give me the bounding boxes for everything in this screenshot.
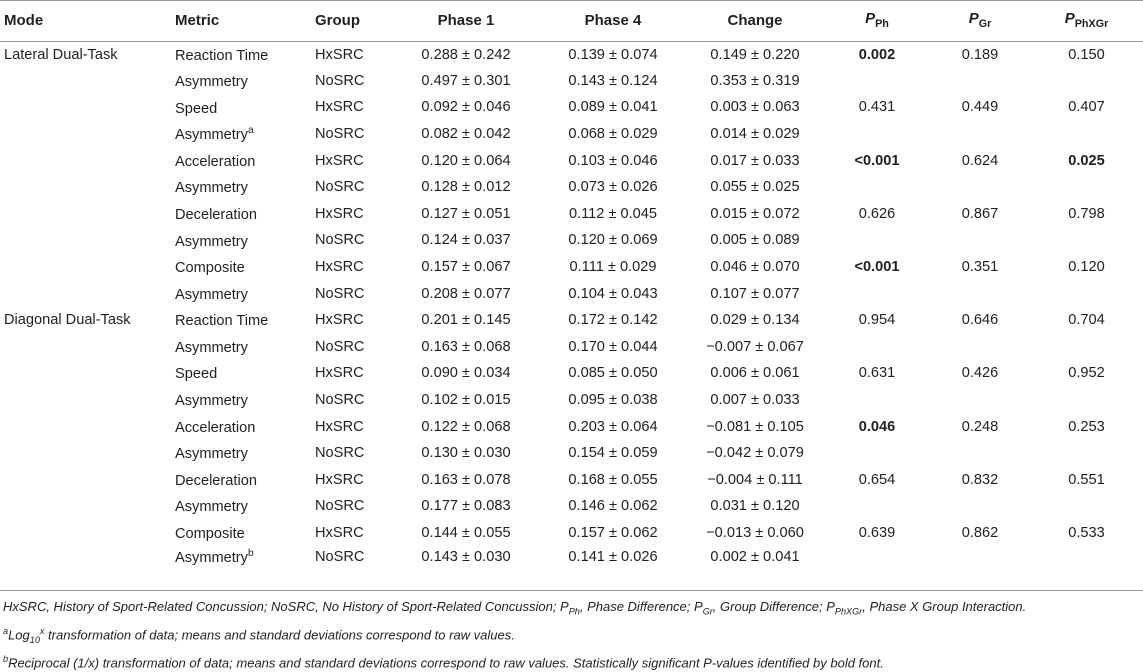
cell-p-gr: 0.832 [961,471,999,488]
cell-metric: Acceleration [175,153,256,170]
cell-change: 0.014 ± 0.029 [710,126,800,143]
cell-phase1: 0.144 ± 0.055 [421,524,511,541]
cell-p-ph: 0.046 [858,418,896,435]
cell-p-phxgr [1030,334,1143,361]
cell-change: 0.007 ± 0.033 [710,392,800,409]
cell-p-gr [930,440,1030,467]
table-row [0,41,1143,68]
header-change: Change [686,0,824,41]
cell-phase4: 0.172 ± 0.142 [568,312,658,329]
footnote-marker: b [247,547,254,559]
cell-p-ph: 0.654 [858,471,896,488]
cell-p-gr: 0.862 [961,524,999,541]
table-row [0,387,1143,414]
cell-change: 0.031 ± 0.120 [710,498,800,515]
cell-p-phxgr: 0.798 [1068,205,1105,222]
cell-metric: Asymmetry [175,286,248,303]
cell-phase1: 0.497 ± 0.301 [421,72,511,89]
cell-metric: Speed [175,100,218,117]
cell-p-phxgr [1030,387,1143,414]
cell-metric: Acceleration [175,419,256,436]
cell-mode: Diagonal Dual-Task [4,312,131,329]
table-bottom-rule [0,590,1143,591]
cell-phase4: 0.143 ± 0.124 [568,72,658,89]
cell-change: 0.149 ± 0.220 [710,46,800,63]
table-row [0,413,1143,440]
cell-group: NoSRC [315,498,365,515]
cell-phase4: 0.120 ± 0.069 [568,232,658,249]
cell-group: NoSRC [315,232,365,249]
cell-phase4: 0.139 ± 0.074 [568,46,658,63]
cell-metric: Asymmetry [175,180,248,197]
cell-mode [0,94,172,121]
cell-phase1: 0.082 ± 0.042 [421,126,511,143]
header-group: Group [312,0,392,41]
cell-p-phxgr: 0.704 [1068,312,1105,329]
cell-phase1: 0.157 ± 0.067 [421,259,511,276]
cell-mode [0,387,172,414]
cell-mode [0,360,172,387]
cell-p-phxgr [1030,493,1143,520]
header-p-ph: $P_{Ph}$ [824,0,930,41]
cell-p-gr: 0.248 [961,418,999,435]
cell-change: −0.042 ± 0.079 [706,445,804,462]
cell-change: 0.107 ± 0.077 [710,285,800,302]
cell-phase1: 0.128 ± 0.012 [421,179,511,196]
cell-p-ph: 0.639 [858,524,896,541]
cell-change: 0.046 ± 0.070 [710,259,800,276]
cell-p-ph [824,227,930,254]
cell-change: 0.015 ± 0.072 [710,205,800,222]
cell-group: HxSRC [315,152,364,169]
cell-metric: Asymmetry [175,392,248,409]
cell-phase1: 0.163 ± 0.078 [421,471,511,488]
cell-p-ph [824,546,930,573]
cell-change: 0.353 ± 0.319 [710,72,800,89]
table-row [0,360,1143,387]
cell-phase1: 0.124 ± 0.037 [421,232,511,249]
cell-p-phxgr [1030,440,1143,467]
cell-phase1: 0.143 ± 0.030 [421,548,511,565]
cell-phase1: 0.130 ± 0.030 [421,445,511,462]
cell-change: 0.055 ± 0.025 [710,179,800,196]
table-row [0,147,1143,174]
cell-p-phxgr: 0.025 [1068,152,1105,169]
cell-group: NoSRC [315,285,365,302]
cell-phase1: 0.288 ± 0.242 [421,46,511,63]
cell-mode [0,227,172,254]
cell-p-ph: <0.001 [854,152,900,169]
cell-p-gr [930,280,1030,307]
cell-p-ph [824,280,930,307]
cell-p-ph [824,121,930,148]
cell-change: 0.029 ± 0.134 [710,312,800,329]
cell-group: HxSRC [315,471,364,488]
footnote-marker: a [247,125,254,137]
footnote-b: $^b$Reciprocal (1/x) transformation of data; means and standard deviations correspond to raw values. Statistically significant P-values identified by bold font. [3,653,884,670]
cell-group: HxSRC [315,418,364,435]
cell-phase1: 0.120 ± 0.064 [421,152,511,169]
table-row [0,307,1143,334]
cell-p-phxgr [1030,227,1143,254]
cell-change: −0.004 ± 0.111 [707,471,803,488]
cell-p-gr: 0.351 [961,259,999,276]
cell-p-ph: <0.001 [854,259,900,276]
cell-group: HxSRC [315,259,364,276]
cell-group: HxSRC [315,365,364,382]
cell-metric: Asymmetry$^b$ [175,547,254,566]
cell-p-phxgr: 0.551 [1068,471,1105,488]
cell-change: −0.081 ± 0.105 [706,418,804,435]
cell-change: −0.007 ± 0.067 [706,338,804,355]
cell-mode [0,174,172,201]
cell-metric: Speed [175,366,218,383]
cell-change: 0.005 ± 0.089 [710,232,800,249]
cell-mode [0,467,172,494]
cell-group: NoSRC [315,179,365,196]
cell-change: 0.003 ± 0.063 [710,99,800,116]
cell-mode [0,413,172,440]
header-mode: Mode [0,0,172,41]
cell-phase4: 0.168 ± 0.055 [568,471,658,488]
cell-metric: Reaction Time [175,313,269,330]
cell-p-gr [930,121,1030,148]
cell-phase1: 0.201 ± 0.145 [421,312,511,329]
cell-group: NoSRC [315,392,365,409]
cell-mode [0,520,172,547]
header-metric: Metric [172,0,312,41]
cell-group: NoSRC [315,72,365,89]
cell-phase4: 0.146 ± 0.062 [568,498,658,515]
cell-p-phxgr [1030,68,1143,95]
cell-p-ph [824,440,930,467]
cell-change: 0.006 ± 0.061 [710,365,800,382]
header-phase1: Phase 1 [392,0,540,41]
cell-phase4: 0.085 ± 0.050 [568,365,658,382]
footnote-abbreviations: HxSRC, History of Sport-Related Concussion; NoSRC, No History of Sport-Related Concussion; $P_{Ph}$, Phase Difference; $P_{Gr}$, Group Difference; $P_{PhXGr}$, Phase X Group Interaction. [3,599,1027,617]
cell-metric: Deceleration [175,472,257,489]
cell-group: HxSRC [315,524,364,541]
cell-p-ph: 0.002 [858,46,896,63]
cell-p-phxgr: 0.150 [1068,46,1105,63]
cell-p-ph [824,68,930,95]
cell-phase4: 0.068 ± 0.029 [568,126,658,143]
cell-phase4: 0.203 ± 0.064 [568,418,658,435]
cell-p-gr [930,334,1030,361]
cell-mode [0,201,172,228]
cell-metric: Asymmetry [175,233,248,250]
cell-p-ph [824,174,930,201]
cell-p-ph: 0.431 [858,99,896,116]
cell-mode [0,546,172,573]
cell-p-gr: 0.624 [961,152,999,169]
cell-phase4: 0.157 ± 0.062 [568,524,658,541]
cell-phase1: 0.127 ± 0.051 [421,205,511,222]
cell-p-phxgr: 0.407 [1068,99,1105,116]
cell-mode [0,440,172,467]
cell-p-ph [824,387,930,414]
cell-phase4: 0.154 ± 0.059 [568,445,658,462]
header-phase4: Phase 4 [540,0,686,41]
cell-p-phxgr [1030,174,1143,201]
cell-p-gr: 0.646 [961,312,999,329]
table-row [0,520,1143,547]
cell-p-ph [824,493,930,520]
cell-p-gr [930,68,1030,95]
cell-metric: Asymmetry [175,499,248,516]
cell-phase1: 0.092 ± 0.046 [421,99,511,116]
table-row [0,546,1143,573]
cell-phase4: 0.103 ± 0.046 [568,152,658,169]
cell-change: 0.002 ± 0.041 [710,548,800,565]
cell-p-gr: 0.449 [961,99,999,116]
cell-p-gr [930,493,1030,520]
header-p-phxgr: $P_{PhXGr}$ [1030,0,1143,41]
cell-p-ph: 0.954 [858,312,896,329]
cell-phase4: 0.095 ± 0.038 [568,392,658,409]
cell-group: HxSRC [315,46,364,63]
table-body [0,41,1143,573]
cell-p-ph: 0.631 [858,365,896,382]
cell-mode [0,121,172,148]
cell-group: NoSRC [315,338,365,355]
cell-group: HxSRC [315,312,364,329]
cell-p-phxgr [1030,121,1143,148]
cell-p-phxgr: 0.253 [1068,418,1105,435]
cell-p-gr: 0.189 [961,46,999,63]
cell-phase4: 0.170 ± 0.044 [568,338,658,355]
cell-phase4: 0.104 ± 0.043 [568,285,658,302]
cell-mode [0,147,172,174]
cell-p-gr: 0.426 [961,365,999,382]
cell-change: −0.013 ± 0.060 [706,524,804,541]
table-row [0,280,1143,307]
cell-metric: Composite [175,259,245,276]
cell-group: NoSRC [315,126,365,143]
table-row [0,94,1143,121]
cell-p-gr: 0.867 [961,205,999,222]
cell-phase4: 0.141 ± 0.026 [568,548,658,565]
cell-group: NoSRC [315,445,365,462]
table-row [0,227,1143,254]
cell-p-phxgr [1030,280,1143,307]
cell-metric: Composite [175,525,245,542]
cell-p-phxgr: 0.952 [1068,365,1105,382]
table-row [0,467,1143,494]
cell-p-gr [930,546,1030,573]
cell-phase4: 0.089 ± 0.041 [568,99,658,116]
cell-mode: Lateral Dual-Task [4,46,118,63]
table-row [0,174,1143,201]
cell-phase4: 0.112 ± 0.045 [568,205,658,222]
cell-group: HxSRC [315,205,364,222]
table-row [0,254,1143,281]
header-p-gr: $P_{Gr}$ [930,0,1030,41]
cell-metric: Asymmetry [175,339,248,356]
cell-p-ph [824,334,930,361]
cell-phase1: 0.122 ± 0.068 [421,418,511,435]
cell-p-phxgr: 0.533 [1068,524,1105,541]
cell-group: HxSRC [315,99,364,116]
table-footnotes [3,597,1141,672]
cell-p-ph: 0.626 [858,205,896,222]
cell-phase1: 0.102 ± 0.015 [421,392,511,409]
cell-phase1: 0.208 ± 0.077 [421,285,511,302]
table-row [0,68,1143,95]
cell-p-gr [930,227,1030,254]
table-row [0,201,1143,228]
cell-phase1: 0.090 ± 0.034 [421,365,511,382]
cell-metric: Reaction Time [175,47,269,64]
cell-mode [0,254,172,281]
cell-phase1: 0.163 ± 0.068 [421,338,511,355]
cell-metric: Asymmetry [175,446,248,463]
cell-phase4: 0.111 ± 0.029 [569,259,657,276]
table-row [0,334,1143,361]
cell-mode [0,280,172,307]
cell-change: 0.017 ± 0.033 [710,152,800,169]
table-header-row [0,0,1143,41]
cell-metric: Asymmetry [175,73,248,90]
cell-mode [0,68,172,95]
cell-p-phxgr [1030,546,1143,573]
cell-p-gr [930,174,1030,201]
cell-mode [0,493,172,520]
footnote-a: $^a$Log$_{10}^x$ transformation of data; means and standard deviations correspond to raw values. [3,625,515,645]
table-row [0,121,1143,148]
cell-group: NoSRC [315,548,365,565]
table-row [0,440,1143,467]
cell-phase1: 0.177 ± 0.083 [421,498,511,515]
cell-p-phxgr: 0.120 [1068,259,1105,276]
cell-mode [0,334,172,361]
cell-metric: Deceleration [175,206,257,223]
cell-phase4: 0.073 ± 0.026 [568,179,658,196]
cell-p-gr [930,387,1030,414]
table-row [0,493,1143,520]
cell-metric: Asymmetry$^a$ [175,125,254,143]
